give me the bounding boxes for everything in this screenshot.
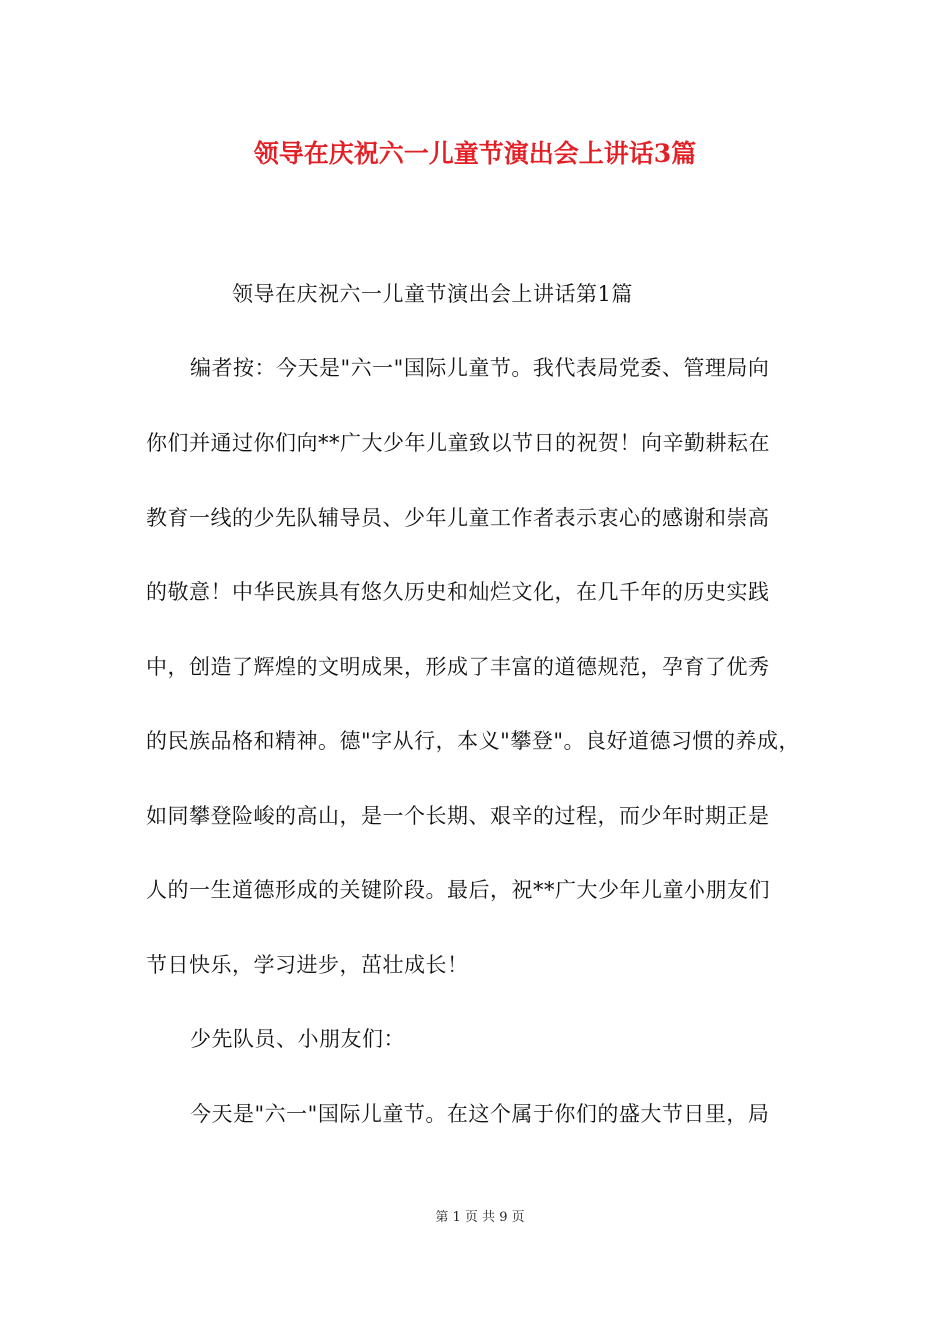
page-number-footer: 第 1 页 共 9 页 [435, 1210, 525, 1225]
body-line: 的敬意！中华民族具有悠久历史和灿烂文化，在几千年的历史实践 [146, 580, 770, 604]
body-line: 节日快乐，学习进步，茁壮成长！ [146, 953, 469, 977]
body-line: 的民族品格和精神。德"字从行，本义"攀登"。良好道德习惯的养成， [146, 729, 800, 753]
salutation-line: 少先队员、小朋友们： [190, 1027, 405, 1051]
body-line: 教育一线的少先队辅导员、少年儿童工作者表示衷心的感谢和崇高 [146, 506, 770, 530]
body-line: 如同攀登险峻的高山，是一个长期、艰辛的过程，而少年时期正是 [146, 804, 770, 828]
body-line: 中，创造了辉煌的文明成果，形成了丰富的道德规范，孕育了优秀 [146, 655, 770, 679]
body-line: 你们并通过你们向**广大少年儿童致以节日的祝贺！向辛勤耕耘在 [146, 431, 770, 455]
body-line: 今天是"六一"国际儿童节。在这个属于你们的盛大节日里，局 [190, 1102, 770, 1126]
document-title: 领导在庆祝六一儿童节演出会上讲话3篇 [253, 139, 697, 168]
section-heading: 领导在庆祝六一儿童节演出会上讲话第1篇 [232, 282, 633, 306]
body-line: 人的一生道德形成的关键阶段。最后，祝**广大少年儿童小朋友们 [146, 878, 770, 902]
body-line: 编者按：今天是"六一"国际儿童节。我代表局党委、管理局向 [190, 356, 770, 380]
